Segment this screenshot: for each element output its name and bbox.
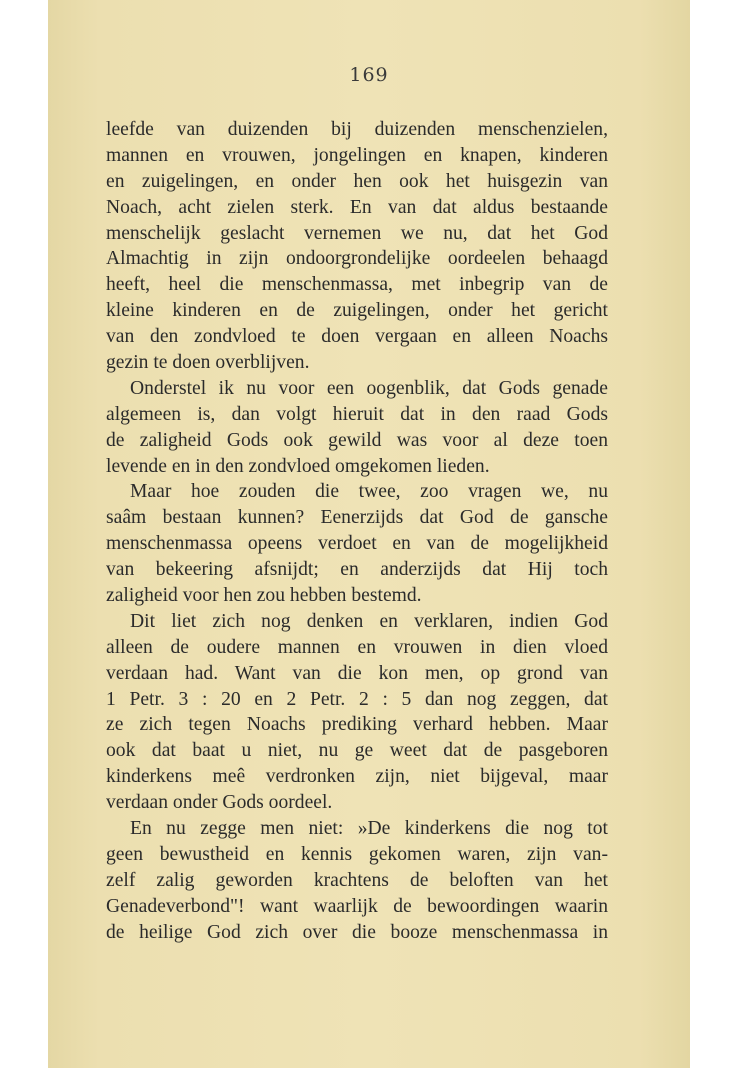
text-line: Onderstel ik nu voor een oogenblik, dat Gods genade bbox=[130, 377, 608, 399]
text-line: En nu zegge men niet: »De kinderkens die nog tot bbox=[130, 818, 608, 840]
text-line: heeft, heel die menschenmassa, met inbegrip van de bbox=[106, 274, 608, 296]
text-line: Genadeverbond"! want waarlijk de bewoordingen waarin bbox=[106, 895, 608, 917]
text-line: Maar hoe zouden die twee, zoo vragen we, nu bbox=[130, 481, 608, 503]
page-number: 169 bbox=[349, 64, 389, 86]
text-line: zelf zalig geworden krachtens de beloften van het bbox=[106, 869, 608, 891]
text-line: Noach, acht zielen sterk. En van dat aldus bestaande bbox=[106, 196, 608, 218]
text-line: menschenmassa opeens verdoet en van de mogelijkheid bbox=[106, 533, 608, 555]
text-line: zaligheid voor hen zou hebben bestemd. bbox=[106, 585, 422, 607]
body-text bbox=[106, 117, 608, 946]
text-line: ook dat baat u niet, nu ge weet dat de pasgeboren bbox=[106, 740, 608, 762]
text-line: verdaan onder Gods oordeel. bbox=[106, 792, 333, 814]
text-line: de heilige God zich over die booze menschenmassa in bbox=[106, 921, 608, 943]
text-line: leefde van duizenden bij duizenden menschenzielen, bbox=[106, 119, 608, 140]
text-line: Almachtig in zijn ondoorgrondelijke oordeelen behaagd bbox=[106, 248, 608, 270]
text-line: Dit liet zich nog denken en verklaren, indien God bbox=[130, 610, 608, 632]
text-line: alleen de oudere mannen en vrouwen in dien vloed bbox=[106, 636, 608, 658]
text-line: ze zich tegen Noachs prediking verhard hebben. Maar bbox=[106, 714, 608, 736]
text-line: algemeen is, dan volgt hieruit dat in den raad Gods bbox=[106, 403, 608, 425]
text-line: mannen en vrouwen, jongelingen en knapen, kinderen bbox=[106, 144, 608, 166]
text-line: de zaligheid Gods ook gewild was voor al deze toen bbox=[106, 429, 608, 451]
text-line: van den zondvloed te doen vergaan en alleen Noachs bbox=[106, 326, 608, 348]
text-line: en zuigelingen, en onder hen ook het huisgezin van bbox=[106, 170, 608, 192]
text-line: kleine kinderen en de zuigelingen, onder het gericht bbox=[106, 300, 608, 322]
text-line: geen bewustheid en kennis gekomen waren, zijn van- bbox=[106, 843, 608, 865]
text-line: levende en in den zondvloed omgekomen lieden. bbox=[106, 455, 490, 477]
text-line: verdaan had. Want van die kon men, op grond van bbox=[106, 662, 608, 684]
text-line: kinderkens meê verdronken zijn, niet bijgeval, maar bbox=[106, 766, 608, 788]
text-line: 1 Petr. 3 : 20 en 2 Petr. 2 : 5 dan nog zeggen, dat bbox=[106, 688, 608, 710]
text-line: saâm bestaan kunnen? Eenerzijds dat God de gansche bbox=[106, 507, 608, 529]
text-line: menschelijk geslacht vernemen we nu, dat het God bbox=[106, 222, 608, 244]
text-line: van bekeering afsnijdt; en anderzijds dat Hij toch bbox=[106, 559, 608, 581]
text-line: gezin te doen overblijven. bbox=[106, 352, 310, 374]
book-page bbox=[48, 0, 690, 1068]
